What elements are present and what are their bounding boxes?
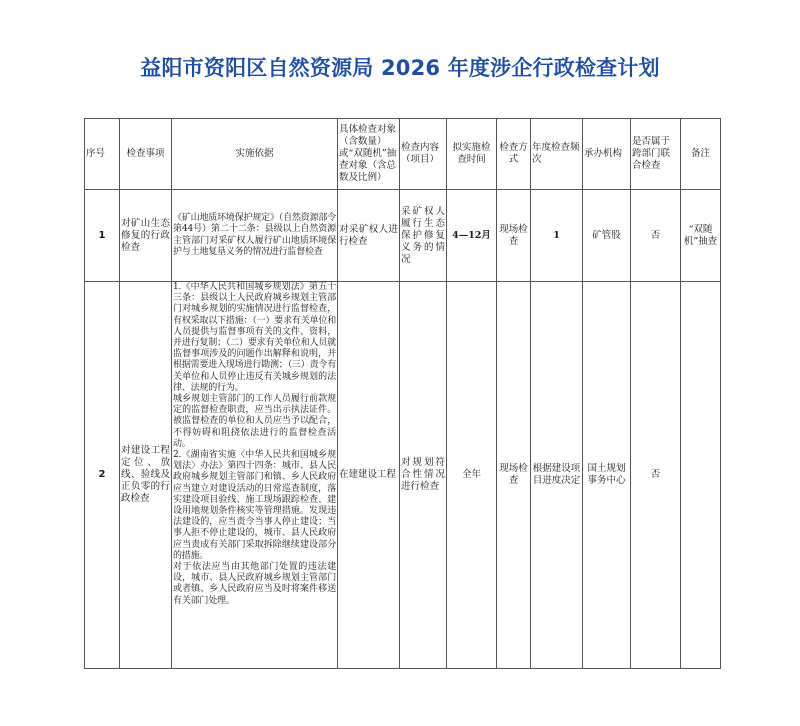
inspection-plan-table [84,118,721,669]
row-agency: 国土规划事务中心 [583,282,631,669]
page-title: 益阳市资阳区自然资源局 2026 年度涉企行政检查计划 [140,56,660,80]
table-row [85,282,721,669]
header-joint: 是否属于跨部门联合检查 [631,119,681,190]
row-seq: 2 [85,282,120,669]
header-item: 检查事项 [120,119,172,190]
row-frequency: 根据建设项目进度决定 [531,282,583,669]
row-time: 全年 [447,282,497,669]
row-joint: 否 [631,282,681,669]
row-remark [681,282,721,669]
row-basis: 《矿山地质环境保护规定》（自然资源部令第44号）第二十二条：县级以上自然资源主管部门对采矿权人履行矿山地质环境保护与土地复垦义务的情况进行监督检查 [172,190,338,282]
row-method: 现场检查 [497,190,531,282]
header-basis: 实施依据 [172,119,338,190]
header-target: 具体检查对象（含数量）或“双随机”抽查对象（含总数及比例） [338,119,400,190]
row-content: 对规划符合性情况进行检查 [400,282,447,669]
row-seq: 1 [85,190,120,282]
row-item: 对矿山生态修复的行政检查 [120,190,172,282]
row-target: 对采矿权人进行检查 [338,190,400,282]
row-time: 4—12月 [447,190,497,282]
header-method: 检查方式 [497,119,531,190]
row-target: 在建建设工程 [338,282,400,669]
row-basis: 1.《中华人民共和国城乡规划法》第五十三条：县级以上人民政府城乡规划主管部门对城乡规划的实施情况进行监督检查，有权采取以下措施：（一）要求有关单位和人员提供与监督事项有关的文件、资料，并进行复制；（二）要求有关单位和人员就监督事项涉及的问题作出解释和说明，并根据需要进入现场进行勘测；（三）责令有关单位和人员停止违反有关城乡规划的法律、法规的行为。 城乡规划主管部门的工作人员履行前款规定的监督检查职责，应当出示执法证件。被监督检查的单位和人员应当予以配合，不得妨碍和阻挠依法进行的监督检查活动。 2.《湖南省实施〈中华人民共和国城乡规划法〉办法》第四十四条：城市、县人民政府城乡规划主管部门和镇、乡人民政府应当建立对建设活动的日常巡查制度，落实建设项目验线、施工现场跟踪检查、建设用地规划条件核实等管理措施。发现违法建设的，应当责令当事人停止建设；当事人拒不停止建设的，城市、县人民政府应当责成有关部门采取拆除继续建设部分的措施。 对于依法应当由其他部门处置的违法建设，城市、县人民政府城乡规划主管部门或者镇、乡人民政府应当及时将案件移送有关部门处理。 [172,282,338,669]
header-seq: 序号 [85,119,120,190]
table-row [85,190,721,282]
header-frequency: 年度检查频次 [531,119,583,190]
header-content: 检查内容（项目） [400,119,447,190]
row-agency: 矿管股 [583,190,631,282]
row-remark: “双随机”抽查 [681,190,721,282]
row-method: 现场检查 [497,282,531,669]
row-item: 对建设工程定位、放线、验线及正负零的行政检查 [120,282,172,669]
row-joint: 否 [631,190,681,282]
header-time: 拟实施检查时间 [447,119,497,190]
row-frequency: 1 [531,190,583,282]
table-header-row [85,119,721,190]
header-remark: 备注 [681,119,721,190]
header-agency: 承办机构 [583,119,631,190]
row-content: 采矿权人履行生态保护修复义务的情况 [400,190,447,282]
